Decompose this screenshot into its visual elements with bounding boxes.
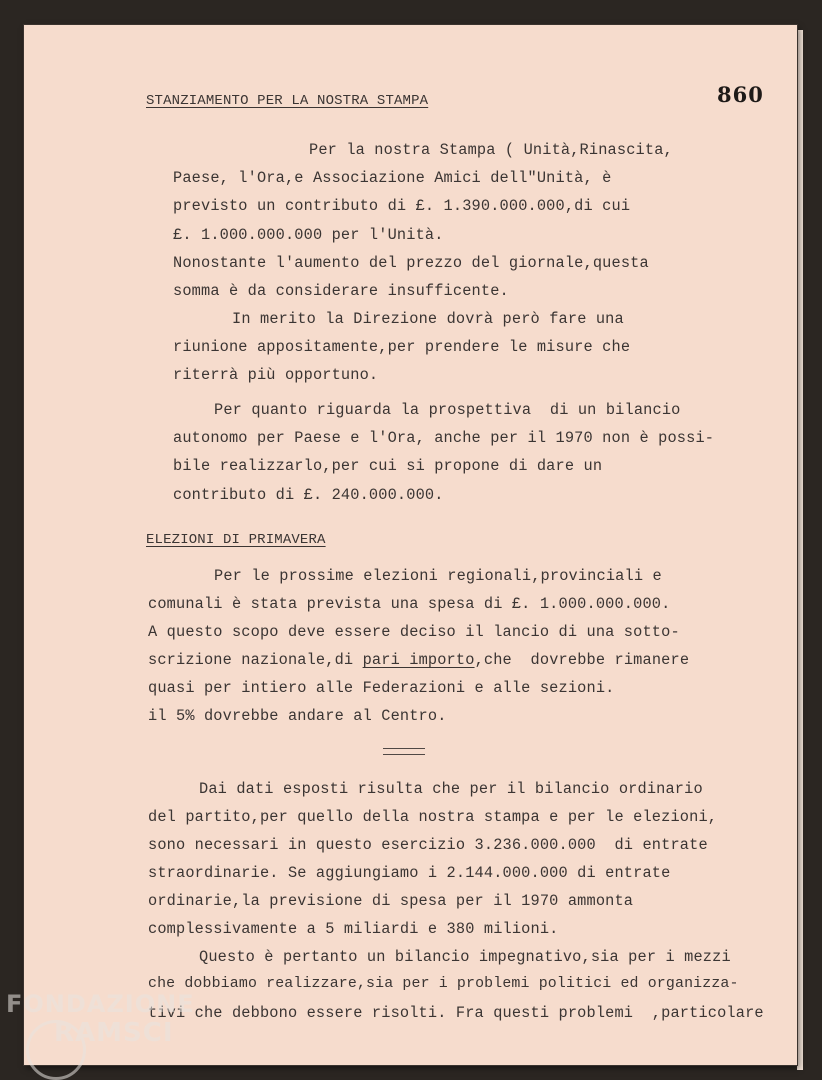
text-line: riterrà più opportuno. — [173, 366, 379, 384]
text-line: somma è da considerare insufficente. — [173, 282, 509, 300]
text-line: Nonostante l'aumento del prezzo del giornale,questa — [173, 254, 649, 272]
text-line: bile realizzarlo,per cui si propone di dare un — [173, 457, 603, 475]
section-separator — [383, 748, 425, 755]
text-line: riunione appositamente,per prendere le misure che — [173, 338, 631, 356]
archive-watermark — [6, 990, 196, 1070]
section-heading: ELEZIONI DI PRIMAVERA — [146, 532, 326, 548]
text-line: £. 1.000.000.000 per l'Unità. — [173, 226, 444, 244]
page-number: 860 — [717, 82, 764, 107]
text-line: sono necessari in questo esercizio 3.236.000.000 di entrate — [148, 836, 708, 854]
text-line: ordinarie,la previsione di spesa per il 1970 ammonta — [148, 892, 634, 910]
text-line: il 5% dovrebbe andare al Centro. — [148, 707, 447, 725]
text-line: In merito la Direzione dovrà però fare una — [232, 310, 624, 328]
text-line: straordinarie. Se aggiungiamo i 2.144.000.000 di entrate — [148, 864, 671, 882]
text-line: del partito,per quello della nostra stampa e per le elezioni, — [148, 808, 718, 826]
text-line: Dai dati esposti risulta che per il bilancio ordinario — [199, 780, 703, 798]
text-line: Paese, l'Ora,e Associazione Amici dell"Unità, è — [173, 169, 612, 187]
page-edge — [797, 30, 803, 1070]
text-line: scrizione nazionale,di pari importo,che dovrebbe rimanere — [148, 651, 690, 669]
text-line: contributo di £. 240.000.000. — [173, 486, 444, 504]
watermark-line2: RAMSCI — [54, 1018, 174, 1048]
underlined-phrase: pari importo — [362, 651, 475, 669]
text-line: Questo è pertanto un bilancio impegnativo,sia per i mezzi — [199, 948, 731, 966]
text-line: quasi per intiero alle Federazioni e alle sezioni. — [148, 679, 615, 697]
text-line: complessivamente a 5 miliardi e 380 milioni. — [148, 920, 559, 938]
text-line: Per quanto riguarda la prospettiva di un bilancio — [214, 401, 681, 419]
text-line: Per le prossime elezioni regionali,provinciali e — [214, 567, 662, 585]
text-line: che dobbiamo realizzare,sia per i problemi politici ed organizza- — [148, 976, 739, 992]
text-line: comunali è stata prevista una spesa di £. 1.000.000.000. — [148, 595, 671, 613]
text-line: previsto un contributo di £. 1.390.000.000,di cui — [173, 197, 631, 215]
text-line: A questo scopo deve essere deciso il lancio di una sotto- — [148, 623, 680, 641]
text-line: tivi che debbono essere risolti. Fra questi problemi ,particolare — [148, 1004, 764, 1022]
text-line: autonomo per Paese e l'Ora, anche per il 1970 non è possi- — [173, 429, 715, 447]
text-line: Per la nostra Stampa ( Unità,Rinascita, — [309, 141, 673, 159]
section-heading: STANZIAMENTO PER LA NOSTRA STAMPA — [146, 93, 429, 109]
watermark-line1: FONDAZIONE — [6, 990, 195, 1018]
